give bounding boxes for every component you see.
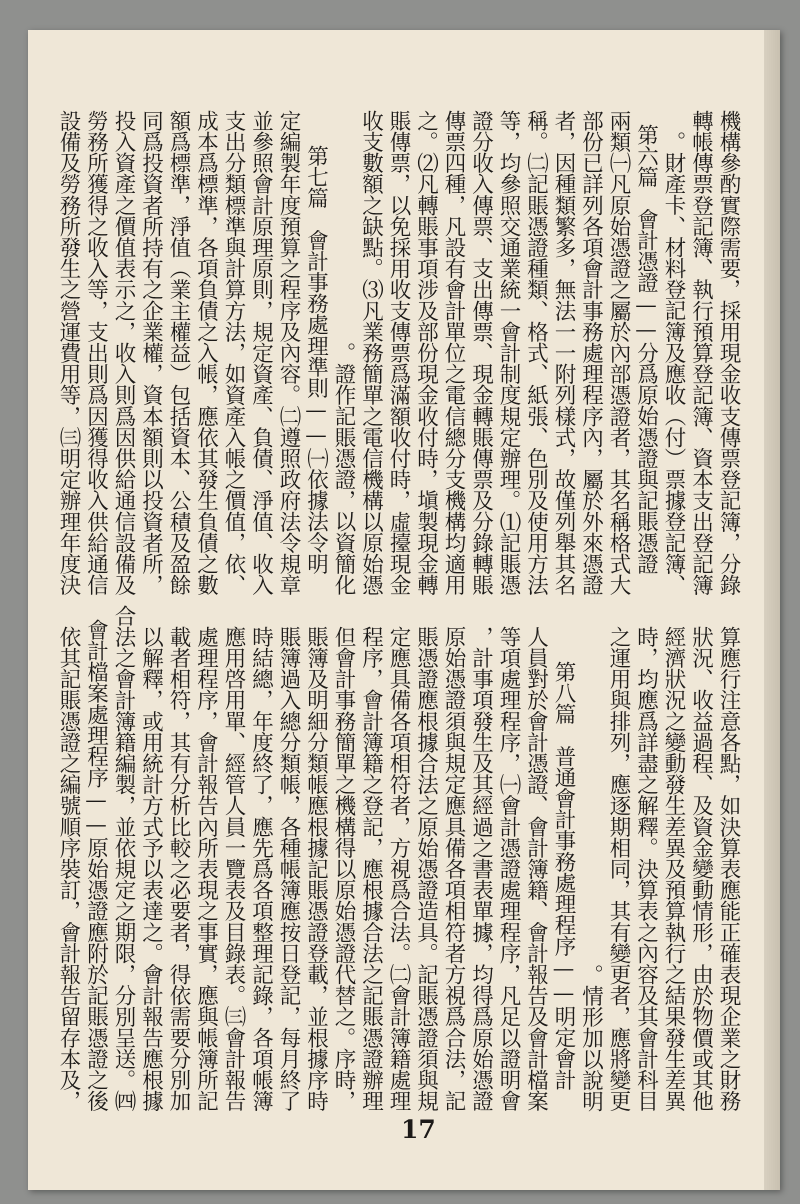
text-column: 應用啓用單、經管人員一覽表及目錄表。㈢會計報告 xyxy=(221,626,246,1112)
text-column: 賬憑證應根據合法之原始憑證造具。記賬憑證須與規 xyxy=(413,626,439,1112)
text-column: 第六篇 會計憑證——分爲原始憑證與記賬憑證 xyxy=(633,124,659,596)
text-column: 之。⑵凡轉賬事項涉及部份現金收付時，塡製現金轉 xyxy=(413,110,439,596)
text-column: 處理程序，會計報告內所表現之事實，應與帳簿所記 xyxy=(193,626,219,1112)
text-column: 傳票四種，凡設有會計單位之電信總分支機構均適用 xyxy=(441,110,466,596)
text-column: 算應行注意各點，如決算表應能正確表現企業之財務 xyxy=(716,626,741,1112)
text-column: 者，因種類繁多，無法一一附列樣式，故僅列舉其名 xyxy=(551,110,576,596)
text-column: 兩類㈠凡原始憑證之屬於內部憑證者，其名稱格式大 xyxy=(606,110,631,596)
text-column: 成本爲標準，各項負債之入帳，應依其發生負債之數 xyxy=(193,110,219,596)
text-column: 賬傳票，以免採用收支傳票爲滿額收付時，虛擡現金 xyxy=(386,110,411,596)
text-column: 並參照會計原理原則，規定資產、負債、淨值、收入 xyxy=(248,110,274,596)
text-column: 情形加以說明。 xyxy=(578,963,604,1112)
text-column: ，但會計事務簡單之機構得以原始憑證代替之。序時 xyxy=(331,626,356,1112)
text-column: 賬簿及明細分類帳應根據記賬憑證登載，並根據序時 xyxy=(303,626,329,1112)
text-column: ，依其記賬憑證之編號順序裝訂，會計報告留存本及 xyxy=(56,626,81,1112)
text-column: 定編製年度預算之程序及內容。㈡遵照政府法令規章 xyxy=(276,110,301,596)
text-column: 程序，會計簿籍之登記，應根據合法之記賬憑證辦理 xyxy=(358,626,384,1112)
text-column: 時，均應爲詳盡之解釋。決算表之內容及其會計科目 xyxy=(633,626,659,1112)
text-column: 第八篇 普通會計事務處理程序——明定會計 xyxy=(551,661,576,1112)
text-column: 以解釋，或用統計方式予以表達之。會計報告應根據 xyxy=(138,626,164,1112)
lower-text-block xyxy=(55,605,743,1111)
text-column: 證分收入傳票、支出傳票、現金轉賬傳票及分錄轉賬 xyxy=(468,110,494,596)
text-column: 轉帳傳票登記簿、執行預算登記簿、資本支出登記簿 xyxy=(688,110,714,596)
text-column: 之運用與排列，應逐期相同，其有變更者，應將變更 xyxy=(606,626,631,1112)
text-column: 等，均參照交通業統一會計制度規定辦理。⑴記賬憑 xyxy=(496,110,521,596)
text-column: 經濟狀況之變動發生差異及預算執行之結果發生差異 xyxy=(661,626,686,1112)
text-column: 部份已詳列各項會計事務處理程序內，屬於外來憑證 xyxy=(578,110,604,596)
page-edge xyxy=(764,30,780,1190)
text-column: 、財產卡、材料登記簿及應收（付）票據登記簿。 xyxy=(661,131,686,596)
text-column: 賬簿過入總分類帳，各種帳簿應按日登記，每月終了 xyxy=(276,626,301,1112)
text-column: 、支出分類標準與計算方法，如資產入帳之價值，依 xyxy=(221,110,246,596)
text-column: 計事項發生及其經過之書表單據，均得爲原始憑證， xyxy=(468,626,494,1112)
text-column: 合法之會計簿籍編製，並依規定之期限，分別呈送。㈣ xyxy=(111,605,136,1112)
text-column: 額爲標準，淨值（業主權益）包括資本、公積及盈餘 xyxy=(166,110,191,596)
text-column: 第七篇 會計事務處理準則——㈠依據法令明 xyxy=(303,145,329,596)
text-column: 證作記賬憑證，以資簡化。 xyxy=(331,342,356,596)
text-column: 人員對於會計憑證、會計簿籍、會計報告及會計檔案 xyxy=(523,626,549,1112)
text-column: 定應具備各項相符者，方視爲合法。㈡會計簿籍處理 xyxy=(386,626,411,1112)
text-column: 勞務所獲得之收入等，支出則爲因獲得收入供給通信 xyxy=(83,110,109,596)
page-number: 17 xyxy=(401,1115,436,1144)
text-column: 載者相符，其有分析比較之必要者，得依需要分別加 xyxy=(166,626,191,1112)
text-column: 會計檔案處理程序——原始憑證應附於記賬憑證之後 xyxy=(83,619,109,1112)
text-column: 等項處理程序，㈠會計憑證處理程序，凡足以證明會 xyxy=(496,626,521,1112)
text-column: 收支數額之缺點。⑶凡業務簡單之電信機構以原始憑 xyxy=(358,110,384,596)
text-column: 投入資產之價值表示之，收入則爲因供給通信設備及 xyxy=(111,110,136,596)
text-column: ，同爲投資者所持有之企業權，資本額則以投資者所 xyxy=(138,110,164,596)
text-column: 稱。㈡記賬憑證種類、格式、紙張、色別及使用方法 xyxy=(523,110,549,596)
text-column: 時結總，年度終了，應先爲各項整理記錄，各項帳簿 xyxy=(248,626,274,1112)
text-column: 狀況、收益過程、及資金變動情形，由於物價或其他 xyxy=(688,626,714,1112)
book-page xyxy=(28,30,780,1190)
text-column: 機構參酌實際需要，採用現金收支傳票登記簿，分錄 xyxy=(716,110,741,596)
text-column: 設備及勞務所發生之營運費用等，㈢明定辦理年度決 xyxy=(56,110,81,596)
upper-text-block xyxy=(55,110,743,595)
text-column: 原始憑證須與規定應具備各項相符者方視爲合法，記 xyxy=(441,626,466,1112)
